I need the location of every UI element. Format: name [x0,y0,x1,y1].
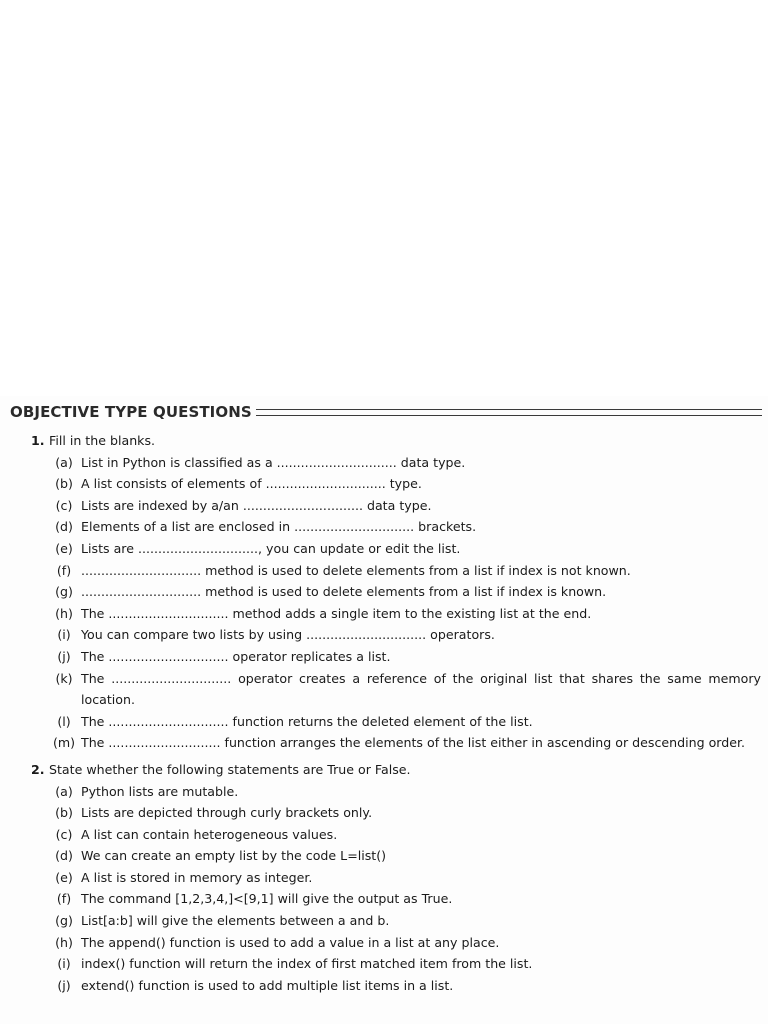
item-text: The append() function is used to add a value in a list at any place. [81,934,500,950]
list-item [0,711,768,733]
list-item [0,975,768,997]
list-item [0,845,768,867]
list-item [0,516,768,538]
list-item [0,560,768,582]
list-item [0,646,768,668]
item-label: (d) [55,519,73,535]
item-label: (f) [56,562,72,578]
item-text: index() function will return the index of first matched item from the list. [81,956,533,972]
item-label: (h) [55,605,73,621]
item-text: .............................. method is used to delete elements from a list if index is known. [81,584,607,600]
list-item [0,624,768,646]
item-label: (i) [57,956,71,972]
item-text: A list can contain heterogeneous values. [81,826,338,842]
section-title: OBJECTIVE TYPE QUESTIONS [10,403,252,421]
item-label: (f) [56,891,72,907]
list-item [0,732,768,754]
question-text: State whether the following statements are True or False. [49,761,411,777]
list-item [0,932,768,954]
item-text: The ............................ function arranges the elements of the list either in ascending or descending order. [81,735,746,751]
item-label: (l) [57,713,71,729]
item-label: (a) [55,783,73,799]
double-rule-divider [256,409,762,416]
question-heading [0,759,768,781]
item-text: The .............................. function returns the deleted element of the list. [81,713,533,729]
item-label: (g) [55,913,73,929]
list-item [0,824,768,846]
list-item [0,603,768,625]
item-text: extend() function is used to add multiple list items in a list. [81,977,454,993]
question-heading [0,430,768,452]
list-item [0,452,768,474]
item-text: Python lists are mutable. [81,783,239,799]
item-label: (h) [55,934,73,950]
item-text: The .............................. operator creates a reference of the original list that shares the same memory location. [81,670,761,708]
list-item [0,495,768,517]
item-text: A list is stored in memory as integer. [81,869,313,885]
item-text: A list consists of elements of .............................. type. [81,476,422,492]
item-text: We can create an empty list by the code L=list() [81,848,387,864]
blank-page-area [0,0,768,396]
item-label: (c) [55,826,73,842]
list-item [0,888,768,910]
item-label: (d) [55,848,73,864]
item-label: (a) [55,454,73,470]
list-item [0,953,768,975]
item-label: (b) [55,476,73,492]
item-label: (g) [55,584,73,600]
item-label: (b) [55,805,73,821]
item-label: (c) [55,497,73,513]
list-item [0,538,768,560]
item-label: (k) [55,670,73,686]
item-text: Lists are depicted through curly brackets only. [81,805,373,821]
item-text: Elements of a list are enclosed in .............................. brackets. [81,519,477,535]
item-text: You can compare two lists by using .............................. operators. [81,627,495,643]
question-2 [0,759,768,997]
list-item [0,781,768,803]
list-item [0,581,768,603]
item-label: (j) [57,648,71,664]
item-text: List in Python is classified as a .............................. data type. [81,454,466,470]
questions-list [0,430,768,996]
item-text: List[a:b] will give the elements between a and b. [81,913,390,929]
list-item [0,802,768,824]
list-item [0,668,768,711]
item-text: The .............................. operator replicates a list. [81,648,391,664]
question-1 [0,430,768,754]
list-item [0,910,768,932]
question-text: Fill in the blanks. [49,433,156,448]
item-text: The command [1,2,3,4,]<[9,1] will give the output as True. [81,891,453,907]
item-label: (e) [55,540,73,556]
list-item [0,473,768,495]
question-number: 1. [31,433,45,448]
item-text: Lists are indexed by a/an .............................. data type. [81,497,432,513]
item-text: Lists are .............................., you can update or edit the list. [81,540,461,556]
question-number: 2. [31,761,45,777]
list-item [0,867,768,889]
item-label: (e) [55,869,73,885]
item-label: (m) [52,735,76,751]
item-label: (i) [57,627,71,643]
item-label: (j) [57,977,71,993]
section-header [10,401,762,423]
item-text: .............................. method is used to delete elements from a list if index is not known. [81,562,631,578]
item-text: The .............................. method adds a single item to the existing list at the end. [81,605,592,621]
